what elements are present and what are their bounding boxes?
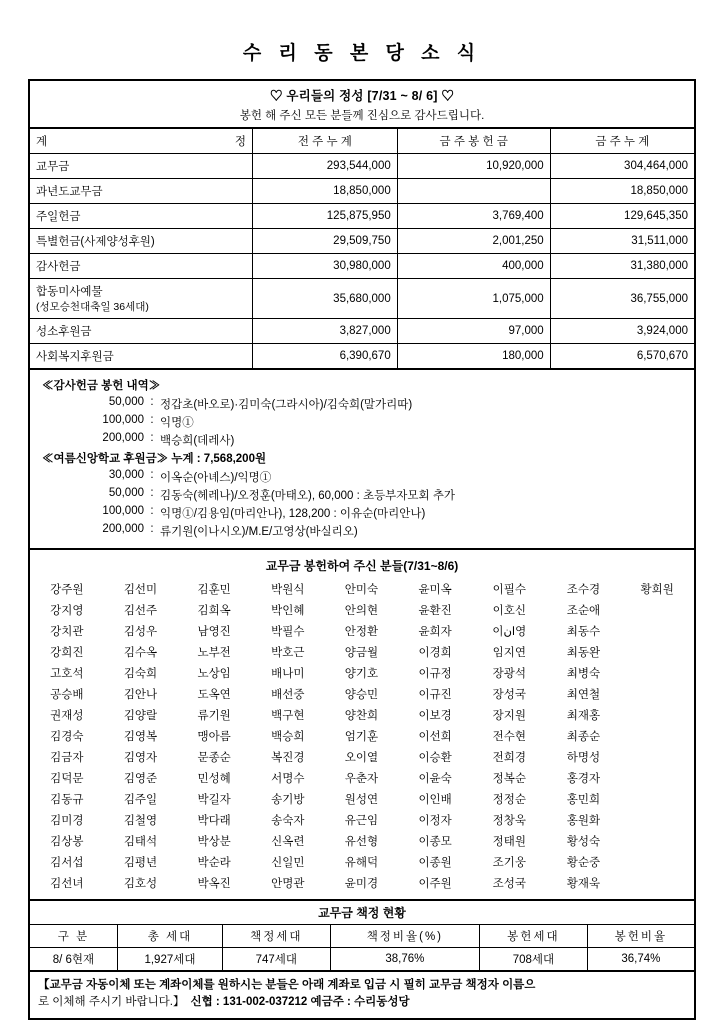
donor-name: 안의현 <box>344 604 379 617</box>
offering-header-subtitle: 봉헌 해 주신 모든 분들께 진심으로 감사드립니다. <box>239 110 485 122</box>
donor-name: 김선녀 <box>50 877 84 890</box>
table-row <box>30 344 694 369</box>
donor-name: 박호근 <box>271 646 305 659</box>
donor-name: 박다래 <box>197 814 231 827</box>
donor-name: 윤희자 <box>418 625 452 638</box>
donor-name: 고호석 <box>50 667 84 680</box>
donor-name: 노부전 <box>197 646 231 659</box>
donor-name <box>620 641 694 662</box>
donor-name: 이보경 <box>418 709 452 722</box>
donors-row <box>30 767 694 788</box>
status-col-header: 책정세대 <box>223 925 331 948</box>
donor-name: 원성연 <box>344 793 379 806</box>
donor-name: 문종순 <box>197 751 231 764</box>
donor-name <box>620 830 694 851</box>
donor-name: 강지영 <box>50 604 84 617</box>
donor-name <box>620 704 694 725</box>
donor-name: 김서섭 <box>50 856 84 869</box>
donor-name: 김호성 <box>123 877 158 890</box>
finance-table <box>30 129 694 368</box>
notes-text: 이옥순(아녜스)/익명① <box>160 472 272 484</box>
donor-name: 김철영 <box>123 814 158 827</box>
donor-name: 최동완 <box>566 646 601 659</box>
donor-name: 정복순 <box>492 772 526 785</box>
donors-section <box>30 550 694 901</box>
status-table <box>30 925 694 970</box>
donor-name: 이규진 <box>418 688 452 701</box>
donors-row <box>30 620 694 641</box>
donor-name: 강희진 <box>50 646 84 659</box>
donor-name: 안명관 <box>271 877 305 890</box>
status-value: 747세대 <box>223 948 331 971</box>
finance-row-week: 400,000 <box>397 254 550 279</box>
notes-line <box>40 523 684 539</box>
donor-name: 윤환진 <box>418 604 452 617</box>
donor-name: 황희원 <box>640 583 674 596</box>
donor-name: 이선희 <box>418 730 452 743</box>
notes-line <box>40 505 684 521</box>
donors-row <box>30 830 694 851</box>
donor-name: 장지원 <box>492 709 526 722</box>
finance-row-name: 감사헌금 <box>30 254 253 279</box>
table-row <box>30 319 694 344</box>
finance-row-total: 129,645,350 <box>550 204 694 229</box>
finance-row-prev: 3,827,000 <box>253 319 398 344</box>
finance-row-total: 3,924,000 <box>550 319 694 344</box>
donor-name: 박상분 <box>197 835 231 848</box>
donor-name: 이정자 <box>418 814 452 827</box>
notes-line <box>40 414 684 430</box>
donor-name: 박순라 <box>197 856 231 869</box>
notes-text: 익명① <box>160 417 194 429</box>
donors-title: 교무금 봉헌하여 주신 분들(7/31~8/6) <box>265 559 459 573</box>
donor-name: 장광석 <box>492 667 526 680</box>
donor-name: 양금월 <box>344 646 379 659</box>
offering-header <box>30 81 694 129</box>
donor-name: 김희옥 <box>197 604 231 617</box>
donor-name: 김성우 <box>123 625 158 638</box>
donor-name: 김양랄 <box>123 709 158 722</box>
donor-name: 양승민 <box>344 688 379 701</box>
finance-col-prev: 전 주 누 계 <box>253 129 398 154</box>
donors-row <box>30 809 694 830</box>
donor-name: 배나미 <box>271 667 305 680</box>
finance-row-subnote: (성모승천대축일 36세대) <box>36 301 149 313</box>
donors-row <box>30 704 694 725</box>
finance-row-week: 10,920,000 <box>397 154 550 179</box>
notes-separator: : <box>150 469 154 481</box>
notes-group-title: ≪여름신앙학교 후원금≫ 누계 : 7,568,200원 <box>42 453 267 465</box>
finance-col-week: 금 주 봉 헌 금 <box>397 129 550 154</box>
donor-name: 김금자 <box>50 751 84 764</box>
donor-name: 최동수 <box>566 625 601 638</box>
donor-name: 김미경 <box>50 814 84 827</box>
finance-row-total: 18,850,000 <box>550 179 694 204</box>
notes-text: 김동숙(헤레나)/오정훈(마태오), 60,000 : 초등부자모회 추가 <box>160 490 456 502</box>
donor-name <box>620 725 694 746</box>
donor-name: 이승환 <box>418 751 452 764</box>
donor-name: 박원식 <box>271 583 305 596</box>
finance-row-name: 사회복지후원금 <box>30 344 253 369</box>
finance-col-name-right: 정 <box>234 136 246 148</box>
status-col-header: 구 분 <box>30 925 117 948</box>
notes-line <box>40 469 684 485</box>
notes-group-title: ≪감사헌금 봉헌 내역≫ <box>42 380 161 392</box>
donor-name: 이윤숙 <box>418 772 452 785</box>
donor-name: 김영자 <box>123 751 158 764</box>
finance-row-prev: 30,980,000 <box>253 254 398 279</box>
notes-amount: 100,000 <box>102 414 144 426</box>
footer-notice <box>30 972 694 1018</box>
donor-name: 노상임 <box>197 667 231 680</box>
donors-row <box>30 683 694 704</box>
notes-separator: : <box>150 487 154 499</box>
donor-name: 홍민희 <box>566 793 601 806</box>
donors-row <box>30 746 694 767</box>
finance-row-week <box>397 179 550 204</box>
table-row <box>30 279 694 319</box>
donor-name: 윤미옥 <box>418 583 452 596</box>
donor-name: 조기웅 <box>492 856 526 869</box>
status-value: 1,927세대 <box>117 948 222 971</box>
finance-row-total: 6,570,670 <box>550 344 694 369</box>
donor-name: 김영복 <box>123 730 158 743</box>
offering-header-title: ♡ 우리들의 정성 [7/31 ~ 8/ 6] ♡ <box>269 89 455 103</box>
donor-name: 최재홍 <box>566 709 601 722</box>
donor-name: 김상봉 <box>50 835 84 848</box>
donor-name: 이ان영 <box>492 625 527 638</box>
donor-name: 최종순 <box>566 730 601 743</box>
donor-name: 김평년 <box>123 856 158 869</box>
donor-name: 이인배 <box>418 793 452 806</box>
finance-row-name: 주일헌금 <box>30 204 253 229</box>
donor-name: 정정순 <box>492 793 526 806</box>
footer-line2-part1: 로 이체해 주시기 바랍니다.】 <box>38 996 185 1009</box>
finance-row-prev: 125,875,950 <box>253 204 398 229</box>
donor-name: 홍원화 <box>566 814 601 827</box>
notes-text: 정갑초(바오로)·김미숙(그라시아)/김숙희(말가리따) <box>160 399 413 411</box>
donor-name: 하명성 <box>566 751 601 764</box>
donors-row <box>30 788 694 809</box>
donor-name: 강주원 <box>50 583 84 596</box>
donor-name: 박옥진 <box>197 877 231 890</box>
finance-row-total: 304,464,000 <box>550 154 694 179</box>
donor-name: 민성혜 <box>197 772 231 785</box>
finance-row-prev: 29,509,750 <box>253 229 398 254</box>
finance-row-prev: 293,544,000 <box>253 154 398 179</box>
donor-name: 조수경 <box>566 583 601 596</box>
donor-name: 유선형 <box>344 835 379 848</box>
donor-name: 김선주 <box>123 604 158 617</box>
donor-name: 이규정 <box>418 667 452 680</box>
donors-row <box>30 872 694 893</box>
donor-name: 우춘자 <box>344 772 379 785</box>
bulletin-frame <box>28 79 696 1020</box>
donor-name: 임지연 <box>492 646 526 659</box>
donor-name: 정창욱 <box>492 814 526 827</box>
status-value-row <box>30 948 694 971</box>
donor-name: 김덕문 <box>50 772 84 785</box>
donor-name: 안정환 <box>344 625 379 638</box>
finance-row-prev: 35,680,000 <box>253 279 398 319</box>
donor-name: 도옥연 <box>197 688 231 701</box>
donor-name: 김주일 <box>123 793 158 806</box>
donor-name: 신옥련 <box>271 835 305 848</box>
donor-name: 신일민 <box>271 856 305 869</box>
donor-name: 박필수 <box>271 625 305 638</box>
donor-name: 배선중 <box>271 688 305 701</box>
donor-name: 공승배 <box>50 688 84 701</box>
donor-name: 윤미경 <box>344 877 379 890</box>
finance-row-week: 180,000 <box>397 344 550 369</box>
donor-name: 김경숙 <box>50 730 84 743</box>
notes-text: 류기원(이나시오)/M.E/고영상(바실리오) <box>160 526 358 538</box>
notes-line <box>40 396 684 412</box>
donor-name: 양찬희 <box>344 709 379 722</box>
status-col-header: 봉헌세대 <box>480 925 588 948</box>
donor-name <box>620 788 694 809</box>
finance-row-week: 1,075,000 <box>397 279 550 319</box>
notes-separator: : <box>150 523 154 535</box>
notes-line <box>40 432 684 448</box>
donors-grid <box>30 578 694 893</box>
donor-name <box>620 662 694 683</box>
status-value: 36,74% <box>587 948 694 971</box>
finance-row-name: 합동미사예물 (성모승천대축일 36세대) <box>30 279 253 319</box>
finance-row-week: 97,000 <box>397 319 550 344</box>
footer-line2 <box>38 994 686 1011</box>
donor-name: 김훈민 <box>197 583 231 596</box>
donor-name: 전희경 <box>492 751 526 764</box>
donor-name <box>620 872 694 893</box>
donor-name: 박인혜 <box>271 604 305 617</box>
donor-name <box>620 620 694 641</box>
donor-name: 남영진 <box>197 625 231 638</box>
donor-name <box>620 809 694 830</box>
donor-name: 김동규 <box>50 793 84 806</box>
donor-name: 이주원 <box>418 877 452 890</box>
notes-separator: : <box>150 396 154 408</box>
donor-name: 이경희 <box>418 646 452 659</box>
table-row <box>30 229 694 254</box>
donor-name: 권재성 <box>50 709 84 722</box>
notes-separator: : <box>150 414 154 426</box>
donors-row <box>30 725 694 746</box>
finance-row-week: 2,001,250 <box>397 229 550 254</box>
notes-separator: : <box>150 432 154 444</box>
finance-row-name: 성소후원금 <box>30 319 253 344</box>
notes-amount: 50,000 <box>108 487 144 499</box>
donor-name: 김숙희 <box>123 667 158 680</box>
finance-row-total: 31,380,000 <box>550 254 694 279</box>
donor-name: 서명수 <box>271 772 305 785</box>
status-title: 교무금 책정 현황 <box>30 901 694 925</box>
donor-name: 백승희 <box>271 730 305 743</box>
donor-name: 황성숙 <box>566 835 601 848</box>
donor-name: 맹아름 <box>197 730 231 743</box>
finance-row-name: 과년도교무금 <box>30 179 253 204</box>
donor-name: 황재욱 <box>566 877 601 890</box>
donor-name: 유해덕 <box>344 856 379 869</box>
status-col-header: 책정비율(%) <box>330 925 479 948</box>
status-value: 8/ 6현재 <box>30 948 117 971</box>
finance-row-total: 36,755,000 <box>550 279 694 319</box>
notes-amount: 30,000 <box>108 469 144 481</box>
donor-name <box>620 599 694 620</box>
notes-amount: 200,000 <box>102 523 144 535</box>
donor-name: 강치관 <box>50 625 84 638</box>
notes-line <box>40 487 684 503</box>
donor-name <box>620 746 694 767</box>
donors-row <box>30 578 694 599</box>
donor-name: 조성국 <box>492 877 526 890</box>
status-value: 38,76% <box>330 948 479 971</box>
donor-name <box>620 767 694 788</box>
status-col-header: 봉헌비율 <box>587 925 694 948</box>
donor-name: 오이열 <box>344 751 379 764</box>
donor-name: 송기방 <box>271 793 305 806</box>
notes-text: 익명①/김용임(마리안나), 128,200 : 이유순(마리안나) <box>160 508 426 520</box>
donor-name: 최병숙 <box>566 667 601 680</box>
status-value: 708세대 <box>480 948 588 971</box>
donor-name: 홍경자 <box>566 772 601 785</box>
finance-col-total: 금 주 누 계 <box>550 129 694 154</box>
finance-row-prev: 18,850,000 <box>253 179 398 204</box>
notes-amount: 100,000 <box>102 505 144 517</box>
donor-name: 이호신 <box>492 604 526 617</box>
donor-name: 장성국 <box>492 688 526 701</box>
finance-table-section <box>30 129 694 370</box>
donor-name: 류기원 <box>197 709 231 722</box>
table-row <box>30 154 694 179</box>
donor-name: 안미숙 <box>344 583 379 596</box>
donor-name: 정태원 <box>492 835 526 848</box>
notes-text: 백승희(데레사) <box>160 435 235 447</box>
page-title: 수 리 동 본 당 소 식 <box>242 43 482 64</box>
finance-row-total: 31,511,000 <box>550 229 694 254</box>
donors-row <box>30 641 694 662</box>
donor-name: 김영준 <box>123 772 158 785</box>
donor-name: 이종모 <box>418 835 452 848</box>
donor-name: 김안나 <box>123 688 158 701</box>
donor-name: 백구현 <box>271 709 305 722</box>
donor-name: 복진경 <box>271 751 305 764</box>
finance-row-name: 특별헌금(사제양성후원) <box>30 229 253 254</box>
donor-name: 김수옥 <box>123 646 158 659</box>
notes-amount: 200,000 <box>102 432 144 444</box>
finance-header-row <box>30 129 694 154</box>
donors-row <box>30 851 694 872</box>
status-col-header: 총 세대 <box>117 925 222 948</box>
donor-name: 전수현 <box>492 730 526 743</box>
notes-section <box>30 370 694 550</box>
status-section <box>30 901 694 972</box>
finance-row-week: 3,769,400 <box>397 204 550 229</box>
footer-line1: 【교무금 자동이체 또는 계좌이체를 원하시는 분들은 아래 계좌로 입금 시 필히 교무금 책정자 이름으 <box>38 979 536 991</box>
notes-separator: : <box>150 505 154 517</box>
donor-name: 이필수 <box>492 583 526 596</box>
donor-name: 김태석 <box>123 835 158 848</box>
donor-name: 김선미 <box>123 583 158 596</box>
donor-name: 엄기훈 <box>344 730 379 743</box>
table-row <box>30 179 694 204</box>
finance-row-name: 교무금 <box>30 154 253 179</box>
table-row <box>30 254 694 279</box>
finance-col-name <box>30 129 253 154</box>
donor-name: 이종원 <box>418 856 452 869</box>
finance-row-prev: 6,390,670 <box>253 344 398 369</box>
status-header-row <box>30 925 694 948</box>
donor-name: 조순애 <box>566 604 601 617</box>
table-row <box>30 204 694 229</box>
donor-name: 송숙자 <box>271 814 305 827</box>
donor-name: 유근임 <box>344 814 379 827</box>
donor-name: 황순중 <box>566 856 601 869</box>
donor-name: 양기호 <box>344 667 379 680</box>
finance-col-name-left: 계 <box>36 136 48 148</box>
footer-account-info: 신협 : 131-002-037212 예금주 : 수리동성당 <box>190 996 410 1009</box>
donors-row <box>30 599 694 620</box>
donor-name <box>620 683 694 704</box>
donor-name <box>620 851 694 872</box>
donors-row <box>30 662 694 683</box>
donor-name: 최연철 <box>566 688 601 701</box>
notes-amount: 50,000 <box>108 396 144 408</box>
donor-name: 박길자 <box>197 793 231 806</box>
